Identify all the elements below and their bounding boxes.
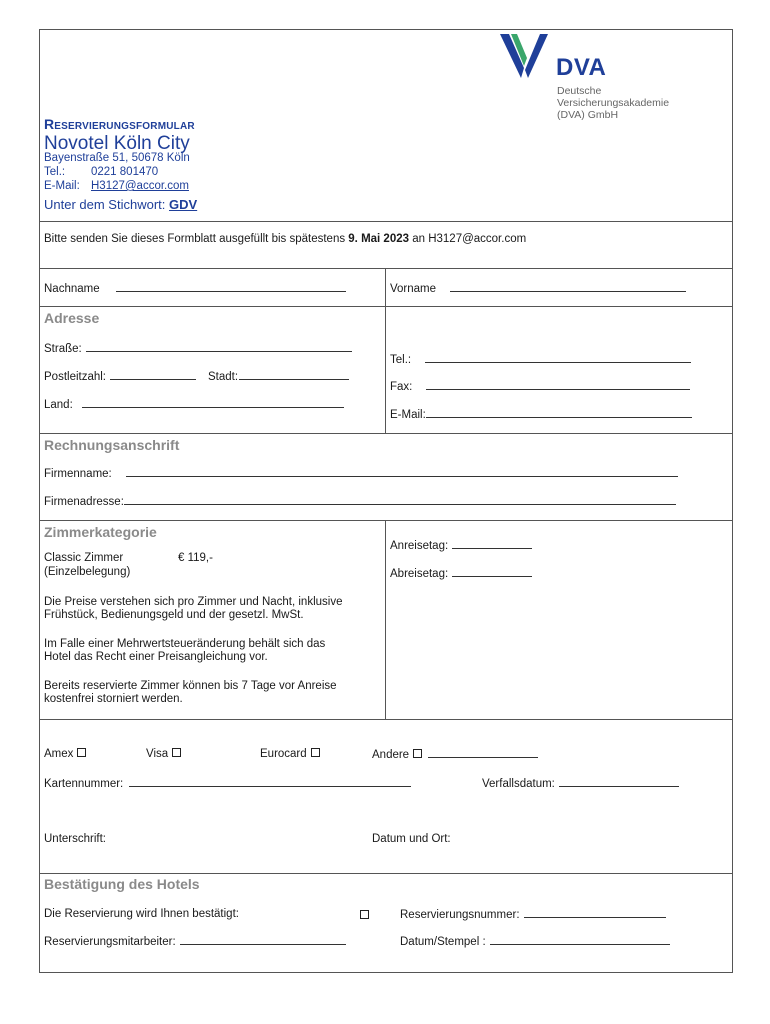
visa-checkbox[interactable] xyxy=(172,748,181,757)
section-adresse: Adresse xyxy=(44,310,100,326)
plz-line[interactable] xyxy=(110,369,196,380)
abreisetag-line[interactable] xyxy=(452,566,532,577)
hotel-address: Bayenstraße 51, 50678 Köln xyxy=(44,152,190,164)
stadt-label: Stadt: xyxy=(208,371,239,383)
room-type: Classic Zimmer xyxy=(44,552,124,564)
andere-label: Andere xyxy=(372,749,410,761)
anreisetag-field[interactable] xyxy=(390,538,532,553)
section-zimmerkategorie: Zimmerkategorie xyxy=(44,524,157,540)
nachname-field[interactable] xyxy=(44,281,346,296)
plz-label: Postleitzahl: xyxy=(44,371,107,383)
firmenname-field[interactable] xyxy=(44,466,678,481)
form-title: Reservierungsformular xyxy=(44,116,195,132)
fax-line[interactable] xyxy=(426,379,690,390)
divider xyxy=(39,520,733,521)
visa-option[interactable] xyxy=(146,747,181,761)
section-rechnungsanschrift: Rechnungsanschrift xyxy=(44,437,180,453)
mitarbeiter-line[interactable] xyxy=(180,934,346,945)
hotel-tel: 0221 801470 xyxy=(91,166,159,178)
land-label: Land: xyxy=(44,399,73,411)
tel-line[interactable] xyxy=(425,352,691,363)
cancel-note-line-2: kostenfrei storniert werden. xyxy=(44,693,183,705)
keyword-label: Unter dem Stichwort: xyxy=(44,197,166,212)
divider xyxy=(39,221,733,222)
instruction-deadline: 9. Mai 2023 xyxy=(348,233,410,245)
nachname-label: Nachname xyxy=(44,283,100,295)
cancel-note-line-1: Bereits reservierte Zimmer können bis 7 Tage vor Anreise xyxy=(44,680,337,692)
anreisetag-label: Anreisetag: xyxy=(390,540,449,552)
hotel-email-link[interactable]: H3127@accor.com xyxy=(91,180,189,192)
room-occupancy: (Einzelbelegung) xyxy=(44,566,131,578)
plz-field[interactable] xyxy=(44,369,196,384)
instruction-text xyxy=(44,232,526,246)
resnr-label: Reservierungsnummer: xyxy=(400,909,520,921)
andere-line[interactable] xyxy=(428,747,538,758)
eurocard-option[interactable] xyxy=(260,747,320,761)
bestaetigt-checkbox[interactable] xyxy=(360,910,369,919)
divider xyxy=(39,873,733,874)
email-field[interactable] xyxy=(390,407,692,422)
instruction-post: an H3127@accor.com xyxy=(409,233,527,245)
verfallsdatum-line[interactable] xyxy=(559,776,679,787)
andere-option[interactable] xyxy=(372,747,538,762)
verfallsdatum-label: Verfallsdatum: xyxy=(482,778,555,790)
kartennummer-line[interactable] xyxy=(129,776,411,787)
instruction-pre: Bitte senden Sie dieses Formblatt ausgefüllt bis spätestens xyxy=(44,233,349,245)
dva-logo-text: DVA xyxy=(556,54,607,81)
eurocard-checkbox[interactable] xyxy=(311,748,320,757)
verfallsdatum-field[interactable] xyxy=(482,776,679,791)
email-label: E-Mail: xyxy=(390,409,426,421)
divider xyxy=(39,433,733,434)
kartennummer-label: Kartennummer: xyxy=(44,778,124,790)
room-price: € 119,- xyxy=(178,552,213,564)
amex-label: Amex xyxy=(44,748,74,760)
keyword-value: GDV xyxy=(169,197,198,212)
land-line[interactable] xyxy=(82,397,344,408)
bestaetigt-label: Die Reservierung wird Ihnen bestätigt: xyxy=(44,908,239,920)
firmenadresse-line[interactable] xyxy=(124,494,676,505)
price-note-line-1: Die Preise verstehen sich pro Zimmer und Nacht, inklusive xyxy=(44,596,343,608)
divider xyxy=(39,306,733,307)
visa-label: Visa xyxy=(146,748,169,760)
vorname-field[interactable] xyxy=(390,281,686,296)
stadt-field[interactable] xyxy=(208,369,349,384)
vat-note-line-1: Im Falle einer Mehrwertsteueränderung behält sich das xyxy=(44,638,326,650)
nachname-line[interactable] xyxy=(116,281,346,292)
dva-sub-line-2: Versicherungsakademie xyxy=(557,97,670,109)
hotel-tel-label: Tel.: xyxy=(44,166,66,178)
anreisetag-line[interactable] xyxy=(452,538,532,549)
fax-field[interactable] xyxy=(390,379,690,394)
amex-checkbox[interactable] xyxy=(77,748,86,757)
strasse-label: Straße: xyxy=(44,343,82,355)
strasse-line[interactable] xyxy=(86,341,352,352)
stadt-line[interactable] xyxy=(239,369,349,380)
divider xyxy=(385,520,386,719)
tel-field[interactable] xyxy=(390,352,691,367)
unterschrift-label: Unterschrift: xyxy=(44,833,106,845)
andere-checkbox[interactable] xyxy=(413,749,422,758)
strasse-field[interactable] xyxy=(44,341,352,356)
eurocard-label: Eurocard xyxy=(260,748,307,760)
mitarbeiter-field[interactable] xyxy=(44,934,346,949)
vat-note-line-2: Hotel das Recht einer Preisangleichung vor. xyxy=(44,651,268,663)
keyword-line xyxy=(44,197,197,212)
vorname-label: Vorname xyxy=(390,283,437,295)
kartennummer-field[interactable] xyxy=(44,776,411,791)
divider xyxy=(39,268,733,269)
resnr-field[interactable] xyxy=(400,907,666,922)
mitarbeiter-label: Reservierungsmitarbeiter: xyxy=(44,936,176,948)
firmenadresse-field[interactable] xyxy=(44,494,676,509)
abreisetag-label: Abreisetag: xyxy=(390,568,449,580)
dva-logo-mark xyxy=(500,34,552,80)
resnr-line[interactable] xyxy=(524,907,666,918)
stempel-line[interactable] xyxy=(490,934,670,945)
dva-sub-line-1: Deutsche xyxy=(557,85,602,97)
firmenadresse-label: Firmenadresse: xyxy=(44,496,124,508)
vorname-line[interactable] xyxy=(450,281,686,292)
dva-sub-line-3: (DVA) GmbH xyxy=(557,109,619,121)
abreisetag-field[interactable] xyxy=(390,566,532,581)
section-bestaetigung: Bestätigung des Hotels xyxy=(44,876,200,892)
hotel-name: Novotel Köln City xyxy=(44,133,190,154)
divider xyxy=(39,719,733,720)
amex-option[interactable] xyxy=(44,747,86,761)
tel-label: Tel.: xyxy=(390,354,412,366)
stempel-field[interactable] xyxy=(400,934,670,949)
stempel-label: Datum/Stempel : xyxy=(400,936,486,948)
email-line[interactable] xyxy=(426,407,692,418)
firmenname-line[interactable] xyxy=(126,466,678,477)
divider xyxy=(385,268,386,433)
price-note-line-2: Frühstück, Bedienungsgeld und der gesetzl. MwSt. xyxy=(44,609,304,621)
fax-label: Fax: xyxy=(390,381,413,393)
land-field[interactable] xyxy=(44,397,344,412)
hotel-email-label: E-Mail: xyxy=(44,180,80,192)
firmenname-label: Firmenname: xyxy=(44,468,112,480)
datum-ort-label: Datum und Ort: xyxy=(372,833,451,845)
